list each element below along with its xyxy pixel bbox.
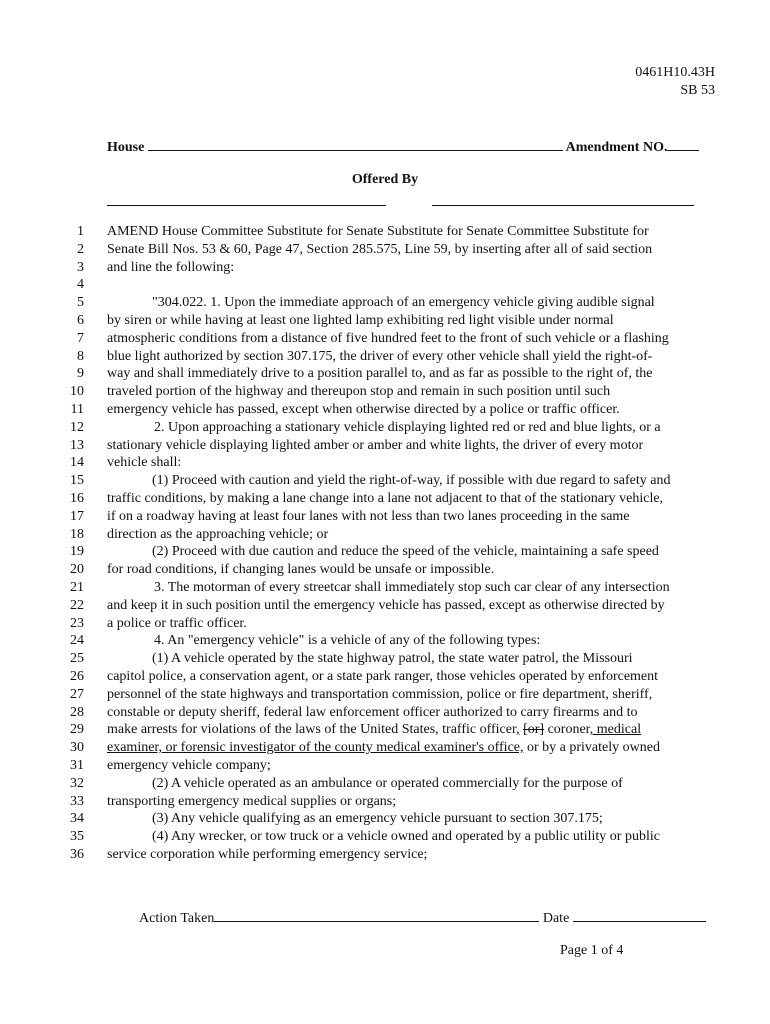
text-line: 2 Senate Bill Nos. 53 & 60, Page 47, Section 285.575, Line 59, by inserting after all of said section (77, 241, 653, 257)
plain-text: make arrests for violations of the laws of the United States, traffic officer (107, 722, 517, 738)
text-line: 32 (2) A vehicle operated as an ambulance or operated commercially for the purpose of (70, 775, 623, 791)
text-line: 20 for road conditions, if changing lanes would be unsafe or impossible. (70, 562, 495, 578)
house-blank-line (148, 136, 563, 151)
offered-by-line-left (107, 205, 386, 206)
text-line: 4 (77, 277, 84, 293)
bill-number: SB 53 (680, 83, 715, 98)
text-line: 17 if on a roadway having at least four lanes with not less than two lanes proceeding in the same (70, 508, 630, 524)
text-line: 3 and line the following: (77, 259, 235, 275)
action-taken-blank (214, 907, 539, 922)
action-taken-label: Action Taken (139, 911, 215, 926)
text-line: 18 direction as the approaching vehicle; or (70, 526, 329, 542)
offered-by-line-right (432, 205, 694, 206)
inserted-text: , medical (589, 722, 642, 738)
text-line: 13 stationary vehicle displaying lighted amber or amber and white lights, the driver of every motor (70, 437, 644, 453)
text-line: 8 blue light authorized by section 307.175, the driver of every other vehicle shall yield the right-of- (77, 348, 653, 364)
amendment-number-blank (667, 136, 699, 151)
amendment-label: Amendment NO. (565, 140, 668, 155)
doc-code: 0461H10.43H (635, 65, 715, 80)
text-line: 33 transporting emergency medical supplies or organs; (70, 793, 397, 809)
amendment-header-row (107, 136, 715, 156)
date-blank (573, 907, 706, 922)
text-line: 21 3. The motorman of every streetcar shall immediately stop such car clear of any intersection (70, 579, 670, 595)
action-taken-row (139, 907, 706, 927)
text-line: 11 emergency vehicle has passed, except when otherwise directed by a police or traffic officer. (70, 401, 620, 417)
text-line: 22 and keep it in such position until the emergency vehicle has passed, except as otherwise directed by (70, 597, 665, 613)
text-line: 5 "304.022. 1. Upon the immediate approach of an emergency vehicle giving audible signal (77, 295, 655, 311)
text-line: 24 4. An "emergency vehicle" is a vehicle of any of the following types: (70, 633, 541, 649)
text-line: 36 service corporation while performing emergency service; (70, 846, 428, 862)
text-line-amended: 30 examiner, or forensic investigator of the county medical examiner's office, or by a privately owned (70, 740, 660, 756)
plain-text: or by a privately owned (523, 740, 660, 756)
text-line: 27 personnel of the state highways and transportation commission, police or fire department, sheriff, (70, 686, 653, 702)
text-line: 19 (2) Proceed with due caution and reduce the speed of the vehicle, maintaining a safe speed (70, 544, 659, 560)
inserted-text: examiner, or forensic investigator of the county medical examiner's office, (107, 740, 524, 756)
plain-text: coroner (544, 722, 590, 738)
text-line: 14 vehicle shall: (70, 455, 182, 471)
amendment-body (60, 223, 720, 864)
house-label: House (107, 140, 145, 155)
text-line-amended: 29 make arrests for violations of the laws of the United States, traffic officer, [or] coroner, medical (70, 722, 642, 738)
text-line: 12 2. Upon approaching a stationary vehicle displaying lighted red or red and blue lights, or a (70, 419, 661, 435)
text-line: 28 constable or deputy sheriff, federal law enforcement officer authorized to carry firearms and to (70, 704, 638, 720)
text-line: 31 emergency vehicle company; (70, 757, 271, 773)
text-line: 35 (4) Any wrecker, or tow truck or a vehicle owned and operated by a public utility or public (70, 829, 660, 845)
text-line: 7 atmospheric conditions from a distance of five hundred feet to the front of such vehicle or a flashing (77, 330, 669, 346)
text-line: 15 (1) Proceed with caution and yield the right-of-way, if possible with due regard to safety and (70, 473, 671, 489)
text-line: 16 traffic conditions, by making a lane change into a lane not adjacent to that of the stationary vehicle, (70, 490, 664, 506)
text-line: 25 (1) A vehicle operated by the state highway patrol, the state water patrol, the Missouri (70, 651, 633, 667)
text-line: 9 way and shall immediately drive to a position parallel to, and as far as possible to the right of, the (77, 366, 653, 382)
text-line: 23 a police or traffic officer. (70, 615, 247, 631)
inserted-text: , (516, 722, 520, 738)
deleted-text: [or] (523, 722, 545, 738)
document-id (635, 64, 715, 100)
text-line: 26 capitol police, a conservation agent, or a state park ranger, those vehicles operated by enforcement (70, 668, 659, 684)
text-line: 1 AMEND House Committee Substitute for Senate Substitute for Senate Committee Substitute for (77, 224, 649, 239)
offered-by-label: Offered By (351, 172, 419, 187)
text-line: 34 (3) Any vehicle qualifying as an emergency vehicle pursuant to section 307.175; (70, 811, 603, 827)
text-line: 6 by siren or while having at least one lighted lamp exhibiting red light visible under normal (77, 312, 614, 328)
page-number: Page 1 of 4 (560, 943, 624, 958)
text-line: 10 traveled portion of the highway and thereupon stop and remain in such position until such (70, 384, 611, 400)
date-label: Date (542, 911, 570, 926)
